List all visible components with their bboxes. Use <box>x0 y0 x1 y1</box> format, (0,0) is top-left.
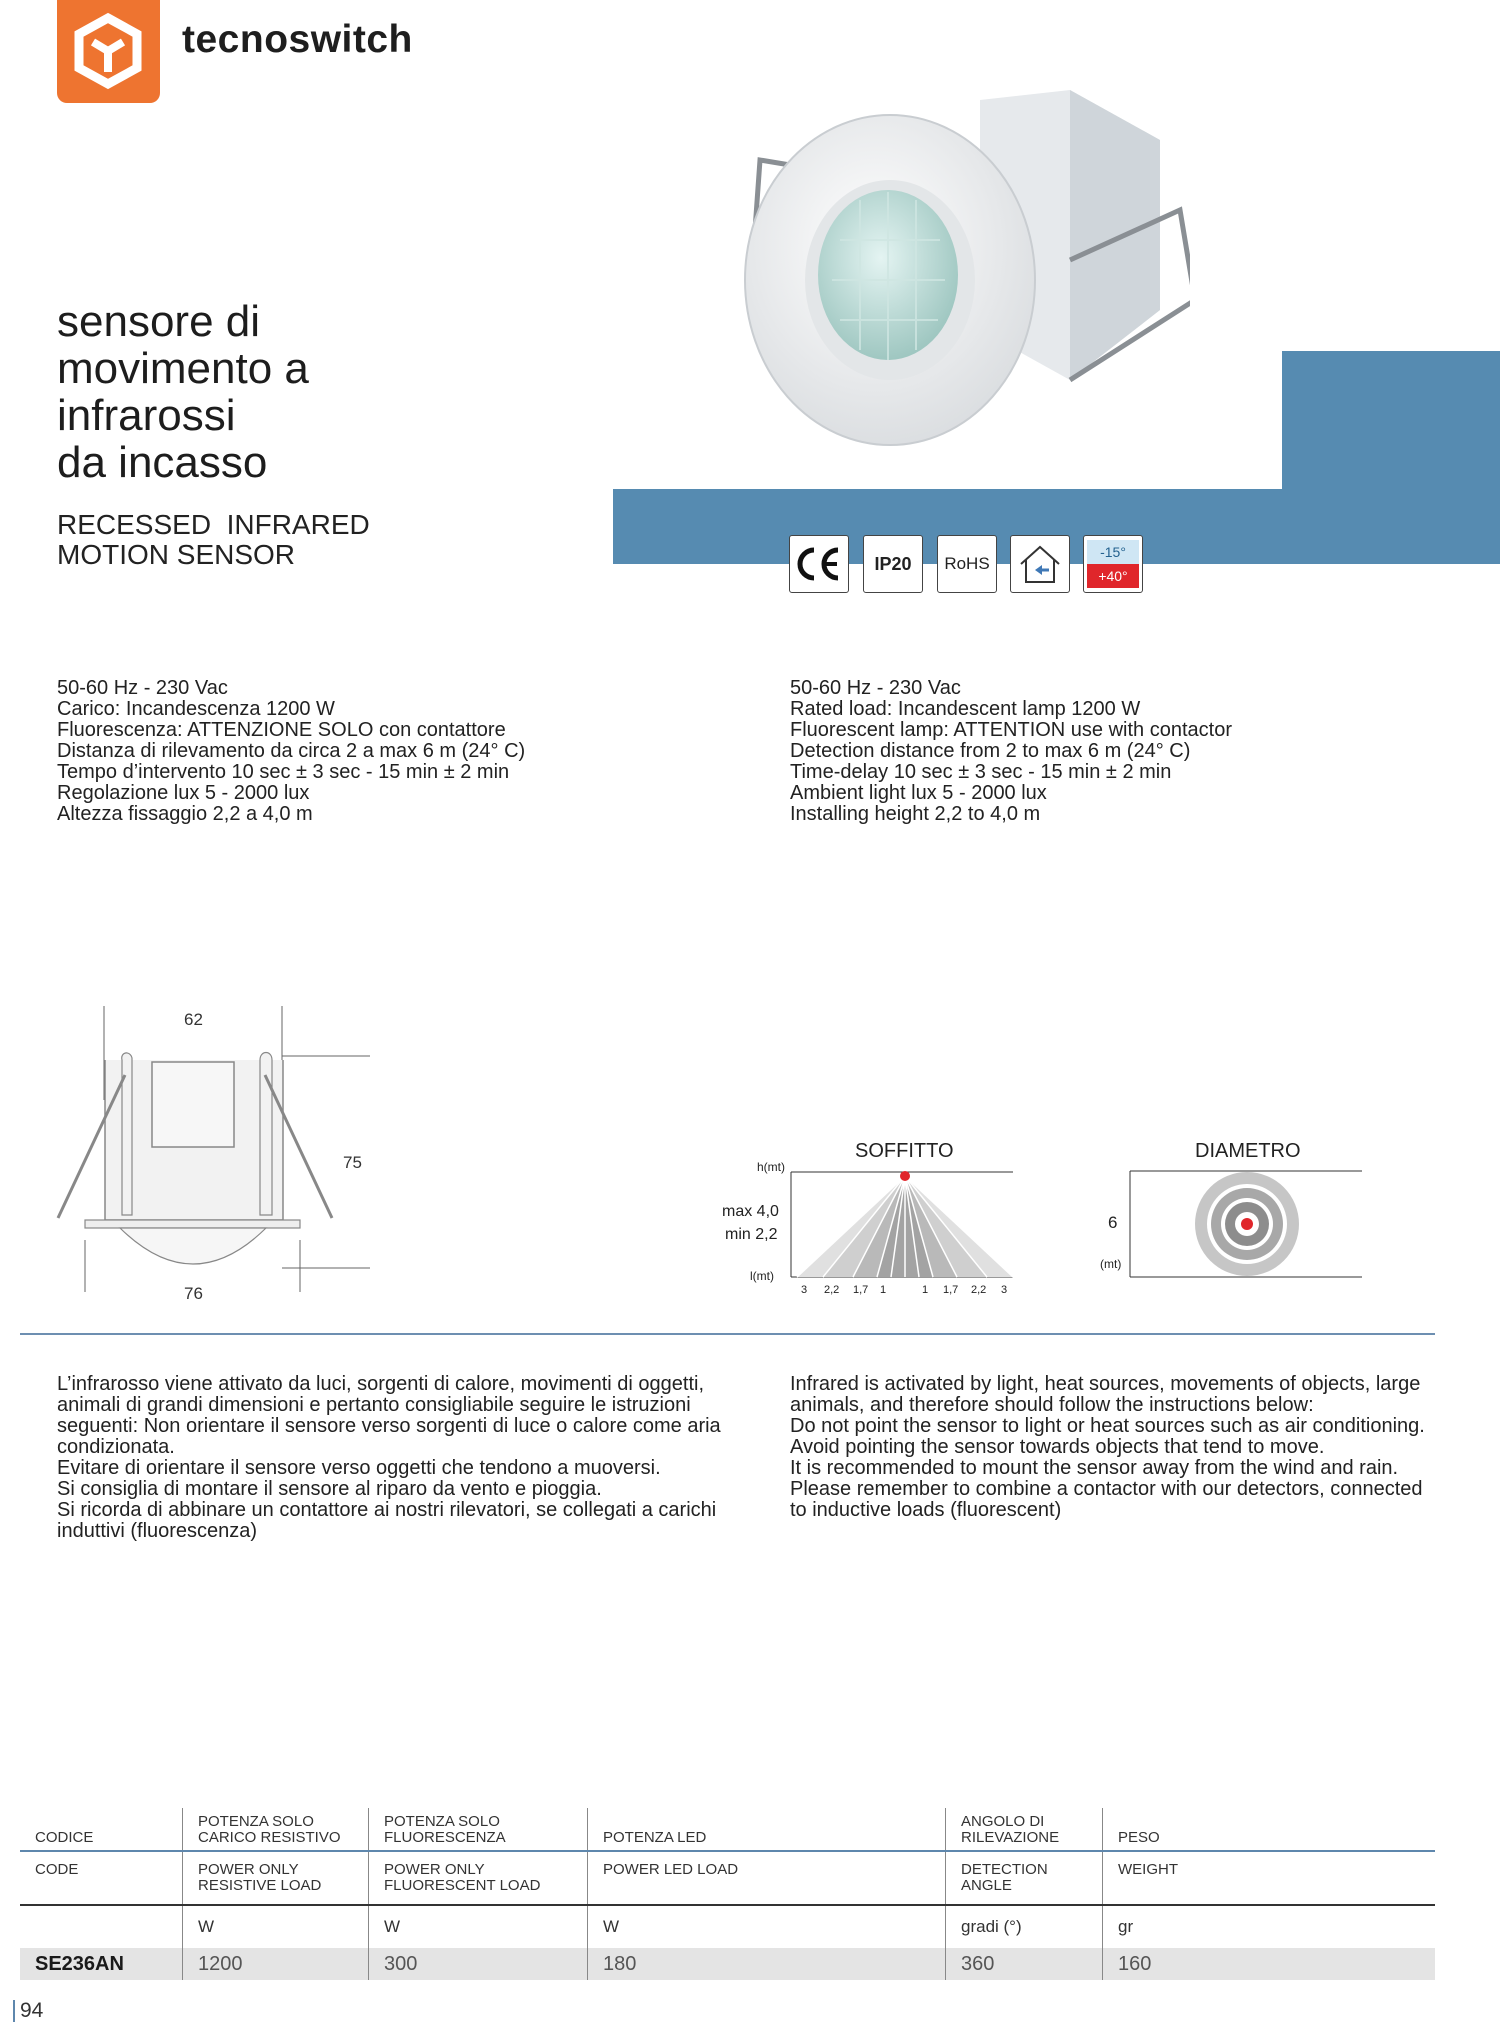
spec-line: 50-60 Hz - 230 Vac <box>790 677 961 699</box>
house-indoor-icon <box>1010 535 1070 593</box>
soffitto-l-label: l(mt) <box>750 1269 774 1283</box>
banner-block <box>1282 351 1500 491</box>
ce-mark-icon <box>789 535 849 593</box>
tick-label: 1 <box>880 1284 887 1296</box>
table-unit-cell: W <box>182 1906 368 1948</box>
table-header-cell: CODE <box>35 1861 79 1878</box>
soffitto-ticks <box>795 1284 1015 1298</box>
table-cell: 300 <box>368 1948 587 1980</box>
soffitto-max: max 4,0 <box>722 1203 779 1220</box>
sensor-point <box>900 1171 910 1181</box>
table-header-cell: POWER ONLY RESISTIVE LOAD <box>182 1852 368 1904</box>
dim-width-top: 62 <box>184 1010 203 1029</box>
spec-line: Tempo d’intervento 10 sec ± 3 sec - 15 min ± 2 min <box>57 761 510 783</box>
spec-line: Altezza fissaggio 2,2 a 4,0 m <box>57 803 313 825</box>
diametro-unit: (mt) <box>1100 1257 1122 1271</box>
brand-name: tecnoswitch <box>182 18 413 61</box>
table-unit-cell: gr <box>1102 1906 1435 1948</box>
spec-line: Time-delay 10 sec ± 3 sec - 15 min ± 2 min <box>790 761 1172 783</box>
tick-label: 2,2 <box>971 1284 987 1296</box>
table-unit-cell: W <box>368 1906 587 1948</box>
specs-en <box>790 678 1232 825</box>
product-photo <box>740 80 1190 470</box>
tick-label: 3 <box>1001 1284 1008 1296</box>
table-header-cell: POWER ONLY FLUORESCENT LOAD <box>368 1852 587 1904</box>
table-header-cell: DETECTION ANGLE <box>945 1852 1102 1904</box>
diametro-value: 6 <box>1108 1213 1118 1232</box>
table-header-cell: WEIGHT <box>1102 1852 1435 1904</box>
tick-label: 1 <box>922 1284 929 1296</box>
temperature-range-badge <box>1083 535 1143 593</box>
temp-max: +40° <box>1087 564 1139 588</box>
tick-label: 1,7 <box>853 1284 869 1296</box>
table-header-cell: POTENZA LED <box>587 1808 945 1850</box>
title-line: movimento a <box>57 344 309 393</box>
brand-logo <box>57 0 160 103</box>
dim-height: 75 <box>343 1153 362 1172</box>
dimension-drawing <box>50 1000 380 1320</box>
table-header-cell: PESO <box>1102 1808 1435 1850</box>
product-title-it <box>57 298 309 486</box>
spec-line: Ambient light lux 5 - 2000 lux <box>790 782 1047 804</box>
title-line: RECESSED INFRARED <box>57 509 370 540</box>
table-cell: 160 <box>1102 1948 1435 1980</box>
title-line: MOTION SENSOR <box>57 539 296 570</box>
table-header-cell: CODICE <box>35 1829 94 1846</box>
page-number: 94 <box>13 2000 43 2022</box>
rohs-badge: RoHS <box>937 535 997 593</box>
temp-min: -15° <box>1087 540 1139 564</box>
tick-label: 2,2 <box>824 1284 840 1296</box>
table-cell: 360 <box>945 1948 1102 1980</box>
table-unit-cell <box>20 1906 182 1948</box>
soffitto-min: min 2,2 <box>725 1226 778 1243</box>
spec-line: Distanza di rilevamento da circa 2 a max 6 m (24° C) <box>57 740 526 762</box>
section-divider <box>20 1333 1435 1335</box>
tick-label: 1,7 <box>943 1284 959 1296</box>
notes-en: Infrared is activated by light, heat sources, movements of objects, large animals, and therefore should follow the instructions below: Do not point the sensor to light or heat sources such as air conditioning. Avoid pointing the sensor towards objects that tend to move. It is recommended to mount the sensor away from the wind and rain. Please remember to combine a contactor with our detectors, connected to inductive loads (fluorescent) <box>790 1373 1425 1521</box>
specs-it <box>57 678 525 825</box>
notes-it: L’infrarosso viene attivato da luci, sorgenti di calore, movimenti di oggetti, animali di grandi dimensioni e pertanto consigliabile seguire le istruzioni seguenti: Non orientare il sensore verso sorgenti di luce o calore come aria condizionata. Evitare di orientare il sensore verso oggetti che tendono a muoversi. Si consiglia di montare il sensore al riparo da vento e pioggia. Si ricorda di abbinare un contattore ai nostri rilevatori, se collegati a carichi induttivi (fluorescenza) <box>57 1373 721 1542</box>
ip-rating-badge: IP20 <box>863 535 923 593</box>
dim-width-bottom: 76 <box>184 1284 203 1303</box>
title-line: infrarossi <box>57 391 236 440</box>
table-row <box>20 1948 1435 1980</box>
spec-line: Regolazione lux 5 - 2000 lux <box>57 782 310 804</box>
product-table <box>20 1808 1435 1980</box>
product-title-en <box>57 510 370 570</box>
table-cell: 180 <box>587 1948 945 1980</box>
brand-logo-icon <box>57 0 160 103</box>
table-unit-cell: gradi (°) <box>945 1906 1102 1948</box>
spec-line: Rated load: Incandescent lamp 1200 W <box>790 698 1141 720</box>
spec-line: 50-60 Hz - 230 Vac <box>57 677 228 699</box>
table-header-cell: POTENZA SOLO CARICO RESISTIVO <box>182 1808 368 1850</box>
table-cell-code: SE236AN <box>20 1948 182 1980</box>
spec-line: Fluorescent lamp: ATTENTION use with contactor <box>790 719 1233 741</box>
table-unit-cell: W <box>587 1906 945 1948</box>
spec-line: Carico: Incandescenza 1200 W <box>57 698 335 720</box>
table-units-row <box>20 1906 1435 1948</box>
table-header-cell: POWER LED LOAD <box>587 1852 945 1904</box>
soffitto-h-label: h(mt) <box>757 1160 785 1174</box>
spec-line: Detection distance from 2 to max 6 m (24° C) <box>790 740 1191 762</box>
table-cell: 1200 <box>182 1948 368 1980</box>
diametro-title: DIAMETRO <box>1195 1140 1301 1162</box>
tick-label: 3 <box>801 1284 808 1296</box>
diametro-diagram <box>1090 1165 1365 1280</box>
soffitto-diagram <box>785 1162 1015 1282</box>
table-header-en <box>20 1852 1435 1904</box>
table-header-cell: POTENZA SOLO FLUORESCENZA <box>368 1808 587 1850</box>
sensor-point <box>1241 1218 1253 1230</box>
soffitto-title: SOFFITTO <box>855 1140 954 1162</box>
title-line: sensore di <box>57 297 261 346</box>
table-header-it <box>20 1808 1435 1850</box>
table-header-cell: ANGOLO DI RILEVAZIONE <box>945 1808 1102 1850</box>
title-line: da incasso <box>57 438 268 487</box>
spec-line: Installing height 2,2 to 4,0 m <box>790 803 1041 825</box>
spec-line: Fluorescenza: ATTENZIONE SOLO con contattore <box>57 719 506 741</box>
